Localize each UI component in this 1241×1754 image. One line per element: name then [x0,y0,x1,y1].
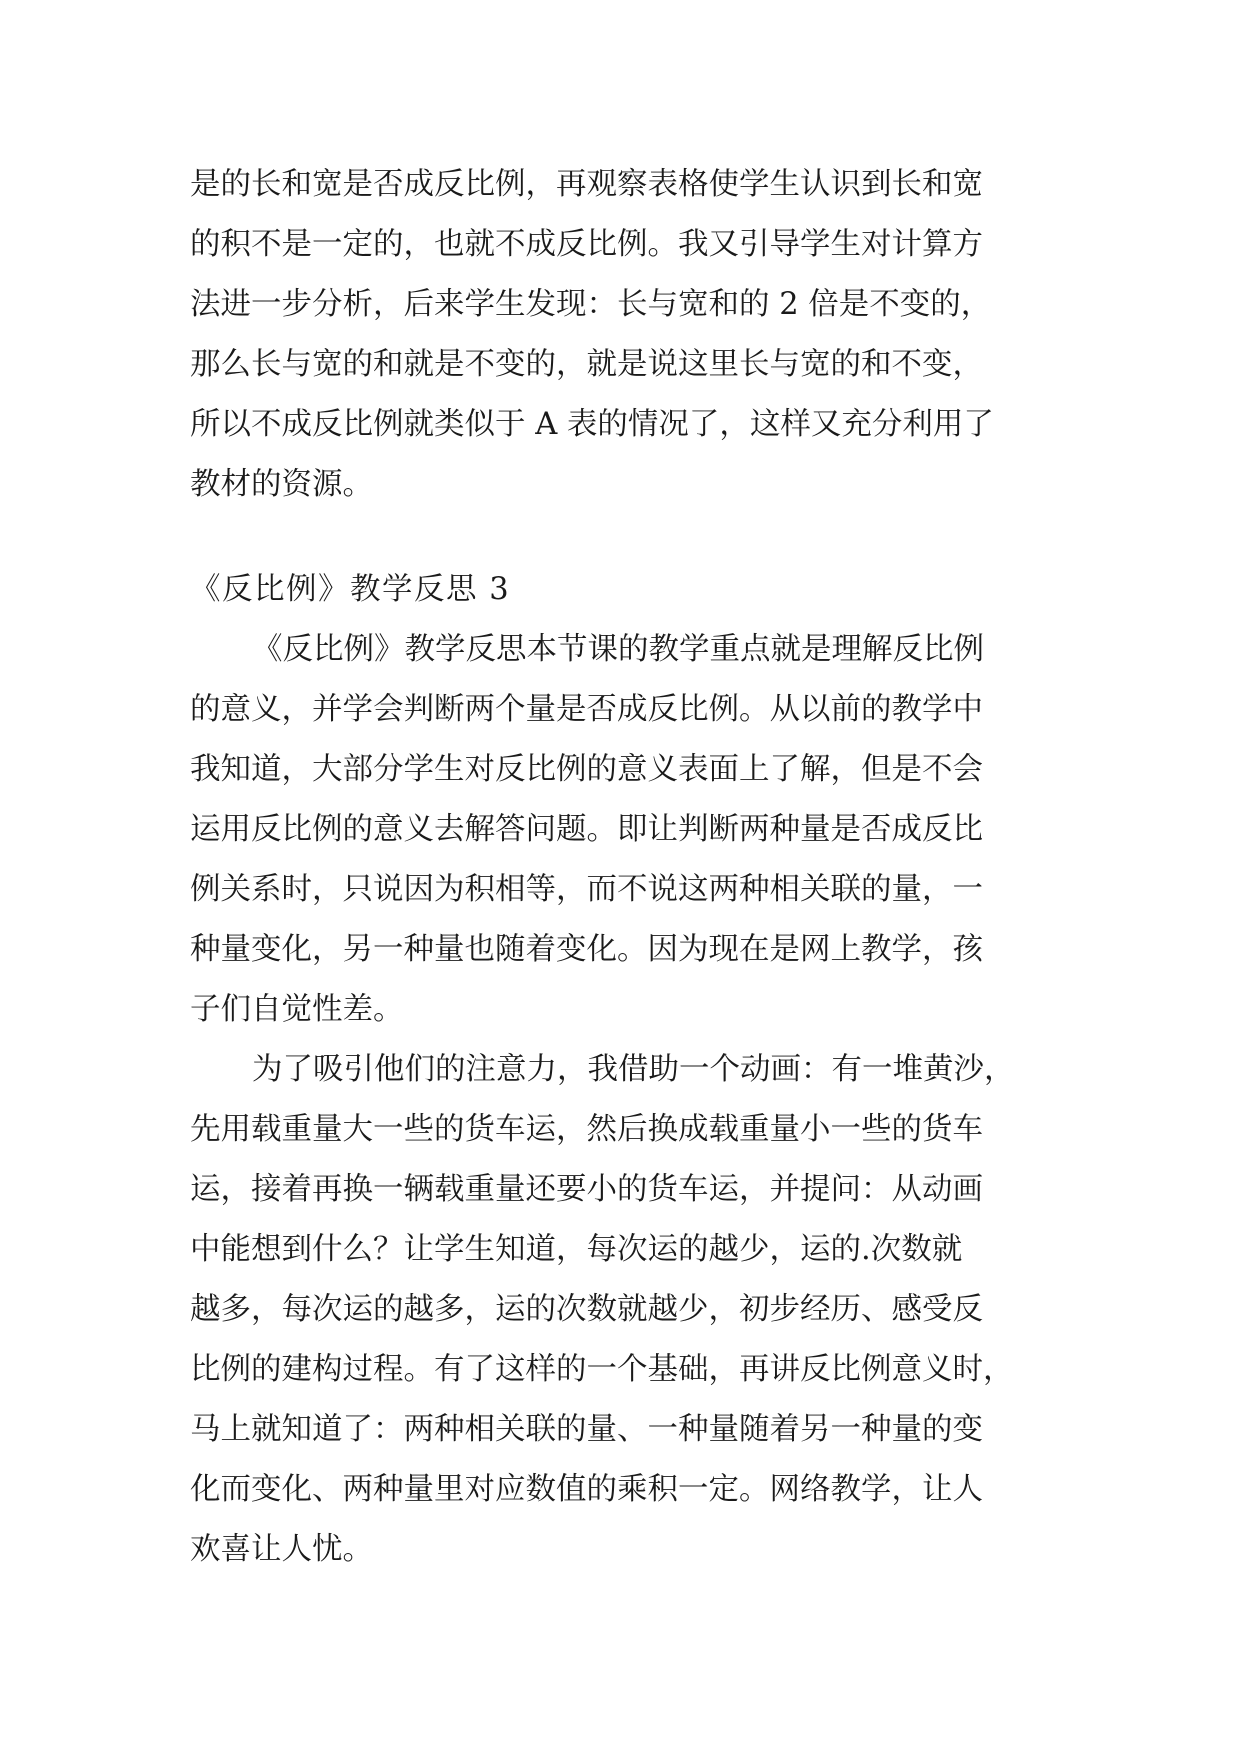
section-heading [0,560,1241,620]
text-line [0,395,1241,455]
text-line [0,1340,1241,1400]
text-line [0,1460,1241,1520]
text-line [0,455,1241,515]
text-line-content: 的积不是一定的，也就不成反比例。我又引导学生对计算方 [190,227,983,262]
text-line-content: 化而变化、两种量里对应数值的乘积一定。网络教学，让人 [190,1472,983,1507]
text-line [0,275,1241,335]
text-line-content: 那么长与宽的和就是不变的，就是说这里长与宽的和不变， [190,347,983,382]
text-line [0,980,1241,1040]
text-line [0,1160,1241,1220]
text-line [0,215,1241,275]
text-line-content: 马上就知道了：两种相关联的量、一种量随着另一种量的变 [190,1412,983,1447]
text-line [0,740,1241,800]
text-line-content: 越多，每次运的越多，运的次数就越少，初步经历、感受反 [190,1292,983,1327]
text-line [0,1040,1241,1100]
text-line-content: 法进一步分析，后来学生发现：长与宽和的 2 倍是不变的， [190,287,992,322]
section-heading-text: 《反比例》教学反思 3 [190,572,511,607]
text-line [0,920,1241,980]
text-line-content: 运用反比例的意义去解答问题。即让判断两种量是否成反比 [190,812,983,847]
text-line-content: 中能想到什么？让学生知道，每次运的越少，运的.次数就 [190,1232,963,1267]
text-line-content: 《反比例》教学反思本节课的教学重点就是理解反比例 [252,632,984,667]
text-line [0,1100,1241,1160]
text-line-content: 的意义，并学会判断两个量是否成反比例。从以前的教学中 [190,692,983,727]
text-line [0,335,1241,395]
text-line-content: 我知道，大部分学生对反比例的意义表面上了解，但是不会 [190,752,983,787]
text-line [0,1400,1241,1460]
text-line [0,680,1241,740]
text-line-content: 比例的建构过程。有了这样的一个基础，再讲反比例意义时， [190,1352,1014,1387]
text-line-content: 为了吸引他们的注意力，我借助一个动画：有一堆黄沙， [252,1052,1015,1087]
text-line [0,1280,1241,1340]
text-line-content: 教材的资源。 [190,467,373,502]
text-line [0,155,1241,215]
text-line-content: 运，接着再换一辆载重量还要小的货车运，并提问：从动画 [190,1172,983,1207]
text-line-content: 欢喜让人忧。 [190,1532,373,1567]
text-line [0,1520,1241,1580]
text-line-content: 子们自觉性差。 [190,992,404,1027]
text-line-content: 所以不成反比例就类似于 A 表的情况了，这样又充分利用了 [190,407,994,442]
text-line-content: 例关系时，只说因为积相等，而不说这两种相关联的量，一 [190,872,983,907]
text-line [0,1220,1241,1280]
text-line-content: 是的长和宽是否成反比例，再观察表格使学生认识到长和宽 [190,167,983,202]
text-line-content: 种量变化，另一种量也随着变化。因为现在是网上教学，孩 [190,932,983,967]
text-line-content: 先用载重量大一些的货车运，然后换成载重量小一些的货车 [190,1112,983,1147]
text-line [0,620,1241,680]
text-line [0,860,1241,920]
text-line [0,800,1241,860]
